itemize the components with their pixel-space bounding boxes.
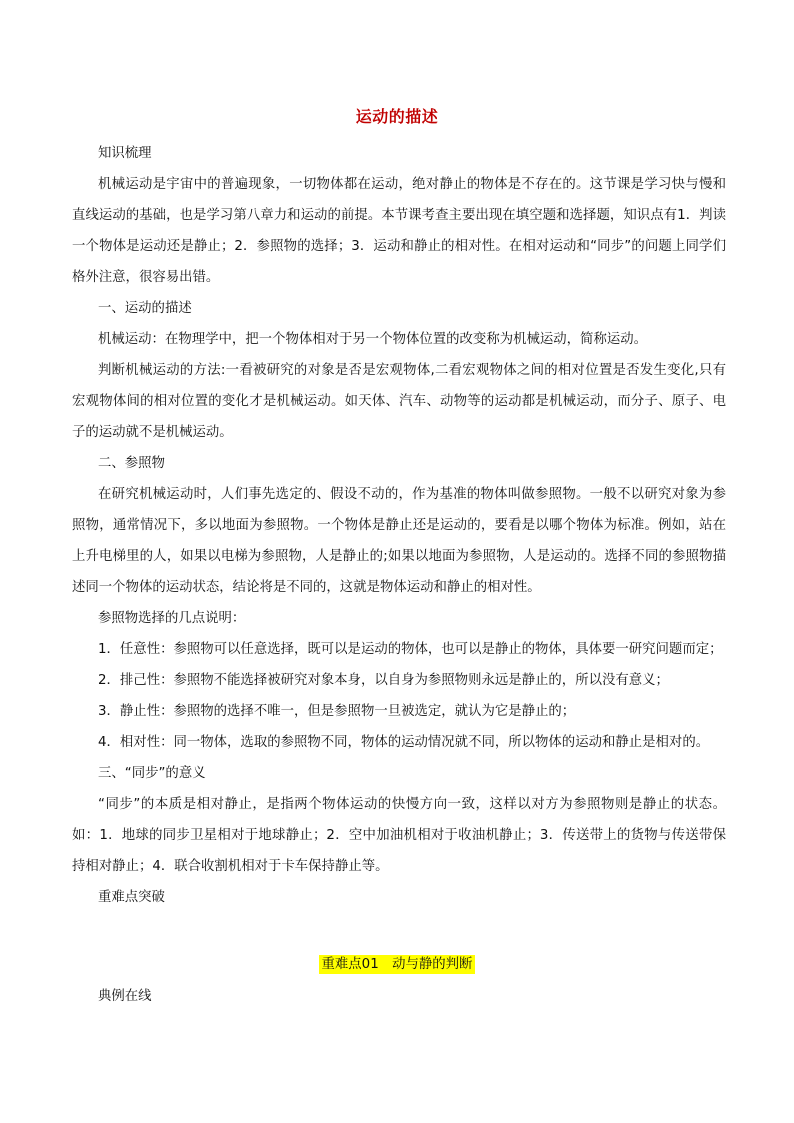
- part2-note-1: 1．任意性：参照物可以任意选择，既可以是运动的物体，也可以是静止的物体，具体要一研究问题而定；: [98, 642, 723, 657]
- part1-heading: 一、运动的描述: [98, 301, 192, 316]
- example-label: 典例在线: [98, 989, 152, 1004]
- part2-heading: 二、参照物: [98, 456, 165, 471]
- part2-note-2: 2．排己性：参照物不能选择被研究对象本身，以自身为参照物则永远是静止的，所以没有意义；: [98, 673, 669, 688]
- page-title: 运动的描述: [355, 107, 439, 126]
- part1-method: 判断机械运动的方法:一看被研究的对象是否是宏观物体,二看宏观物体之间的相对位置是否发生变化,只有宏观物体间的相对位置的变化才是机械运动。如天体、汽车、动物等的运动都是机械运动，而分子、原子、电子的运动就不是机械运动。: [72, 363, 726, 440]
- key-point-banner: [0, 952, 794, 978]
- part2-note-3: 3．静止性：参照物的选择不唯一，但是参照物一旦被选定，就认为它是静止的；: [98, 704, 576, 719]
- intro-paragraph: 机械运动是宇宙中的普遍现象，一切物体都在运动，绝对静止的物体是不存在的。这节课是学习快与慢和直线运动的基础，也是学习第八章力和运动的前提。本节课考查主要出现在填空题和选择题，知识点有1．判读一个物体是运动还是静止；2．参照物的选择；3．运动和静止的相对性。在相对运动和“同步”的问题上同学们格外注意，很容易出错。: [72, 177, 726, 285]
- section-heading-key-points: 重难点突破: [98, 890, 165, 905]
- part3-heading: 三、“同步”的意义: [98, 766, 206, 781]
- part2-notes-title: 参照物选择的几点说明：: [98, 611, 246, 626]
- key-point-label: 重难点01 动与静的判断: [319, 955, 476, 974]
- document-body: [72, 138, 726, 913]
- part2-body: 在研究机械运动时，人们事先选定的、假设不动的，作为基准的物体叫做参照物。一般不以研究对象为参照物，通常情况下，多以地面为参照物。一个物体是静止还是运动的，要看是以哪个物体为标准。例如，站在上升电梯里的人，如果以电梯为参照物，人是静止的;如果以地面为参照物，人是运动的。选择不同的参照物描述同一个物体的运动状态，结论将是不同的，这就是物体运动和静止的相对性。: [72, 487, 726, 595]
- section-heading-overview: 知识梳理: [98, 146, 152, 161]
- part2-note-4: 4．相对性：同一物体，选取的参照物不同，物体的运动情况就不同，所以物体的运动和静止是相对的。: [98, 735, 710, 750]
- part1-definition: 机械运动：在物理学中，把一个物体相对于另一个物体位置的改变称为机械运动，简称运动。: [98, 332, 648, 347]
- part3-body: “同步”的本质是相对静止，是指两个物体运动的快慢方向一致，这样以对方为参照物则是静止的状态。如：1．地球的同步卫星相对于地球静止；2．空中加油机相对于收油机静止；3．传送带上的货物与传送带保持相对静止；4．联合收割机相对于卡车保持静止等。: [72, 797, 726, 874]
